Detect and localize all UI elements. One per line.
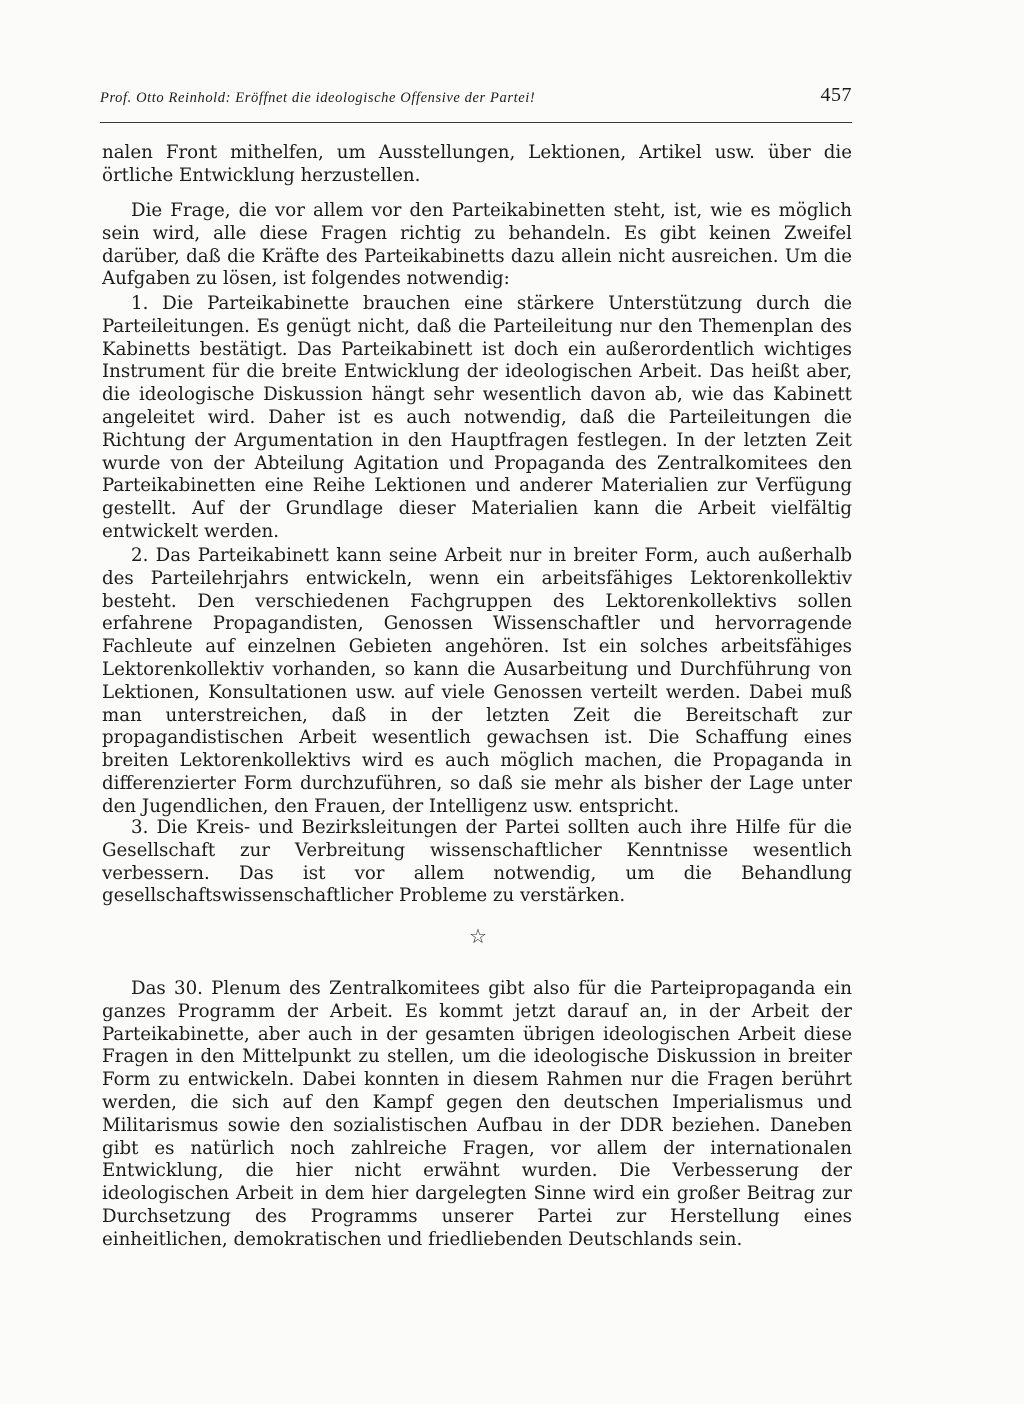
page-number: 457 — [820, 84, 852, 106]
paragraph-point-1: 1. Die Parteikabinette brauchen eine stärkere Unterstützung durch die Parteileitungen. Es genügt nicht, daß die Parteileitung nur den Themenplan des Kabinetts bestätigt. Das Parteikabinett ist doch ein außerordentlich wichtiges Instrument für die breite Entwicklung der ideologischen Arbeit. Das heißt aber, die ideologische Diskussion hängt sehr wesentlich davon ab, wie das Kabinett angeleitet wird. Daher ist es auch notwendig, daß die Parteileitungen die Richtung der Argumentation in den Hauptfragen festlegen. In der letzten Zeit wurde von der Abteilung Agitation und Propaganda des Zentralkomitees den Parteikabinetten eine Reihe Lektionen und anderer Materialien zur Verfügung gestellt. Auf der Grundlage dieser Materialien kann die Arbeit vielfältig entwickelt werden. — [102, 293, 852, 542]
paragraph-question: Die Frage, die vor allem vor den Parteikabinetten steht, ist, wie es möglich sein wird, alle diese Fragen richtig zu behandeln. Es gibt keinen Zweifel darüber, daß die Kräfte des Parteikabinetts dazu allein nicht ausreichen. Um die Aufgaben zu lösen, ist folgendes notwendig: — [102, 200, 852, 290]
header-rule — [100, 122, 852, 123]
paragraph-continuation: nalen Front mithelfen, um Ausstellungen, Lektionen, Artikel usw. über die örtliche Entwicklung herzustellen. — [102, 142, 852, 186]
running-header — [100, 84, 852, 112]
section-ornament-star-icon: ☆ — [469, 924, 487, 948]
paragraph-point-2: 2. Das Parteikabinett kann seine Arbeit nur in breiter Form, auch außerhalb des Parteilehrjahrs entwickeln, wenn ein arbeitsfähiges Lektorenkollektiv besteht. Den verschiedenen Fachgruppen des Lektorenkollektivs sollen erfahrene Propagandisten, Genossen Wissenschaftler und hervorragende Fachleute auf einzelnen Gebieten angehören. Ist ein solches arbeitsfähiges Lektorenkollektiv vorhanden, so kann die Ausarbeitung und Durchführung von Lektionen, Konsultationen usw. auf viele Genossen verteilt werden. Dabei muß man unterstreichen, daß in der letzten Zeit die Bereitschaft zur propagandistischen Arbeit wesentlich gewachsen ist. Die Schaffung eines breiten Lektorenkollektivs wird es auch möglich machen, die Propaganda in differenzierter Form durchzuführen, so daß sie mehr als bisher der Lage unter den Jugendlichen, den Frauen, der Intelligenz usw. entspricht. — [102, 545, 852, 817]
paragraph-point-3: 3. Die Kreis- und Bezirksleitungen der Partei sollten auch ihre Hilfe für die Gesellschaft zur Verbreitung wissenschaftlicher Kenntnisse wesentlich verbessern. Das ist vor allem notwendig, um die Behandlung gesellschaftswissenschaftlicher Probleme zu verstärken. — [102, 817, 852, 907]
running-title: Prof. Otto Reinhold: Eröffnet die ideologische Offensive der Partei! — [100, 90, 536, 106]
paragraph-conclusion: Das 30. Plenum des Zentralkomitees gibt also für die Parteipropaganda ein ganzes Programm der Arbeit. Es kommt jetzt darauf an, in der Arbeit der Parteikabinette, aber auch in der gesamten übrigen ideologischen Arbeit diese Fragen in den Mittelpunkt zu stellen, um die ideologische Diskussion in breiter Form zu entwickeln. Dabei konnten in diesem Rahmen nur die Fragen berührt werden, die sich auf den Kampf gegen den deutschen Imperialismus und Militarismus sowie den sozialistischen Aufbau in der DDR beziehen. Daneben gibt es natürlich noch zahlreiche Fragen, vor allem der internationalen Entwicklung, die hier nicht erwähnt wurden. Die Verbesserung der ideologischen Arbeit in dem hier dargelegten Sinne wird ein großer Beitrag zur Durchsetzung des Programms unserer Partei zur Herstellung eines einheitlichen, demokratischen und friedliebenden Deutschlands sein. — [102, 978, 852, 1250]
